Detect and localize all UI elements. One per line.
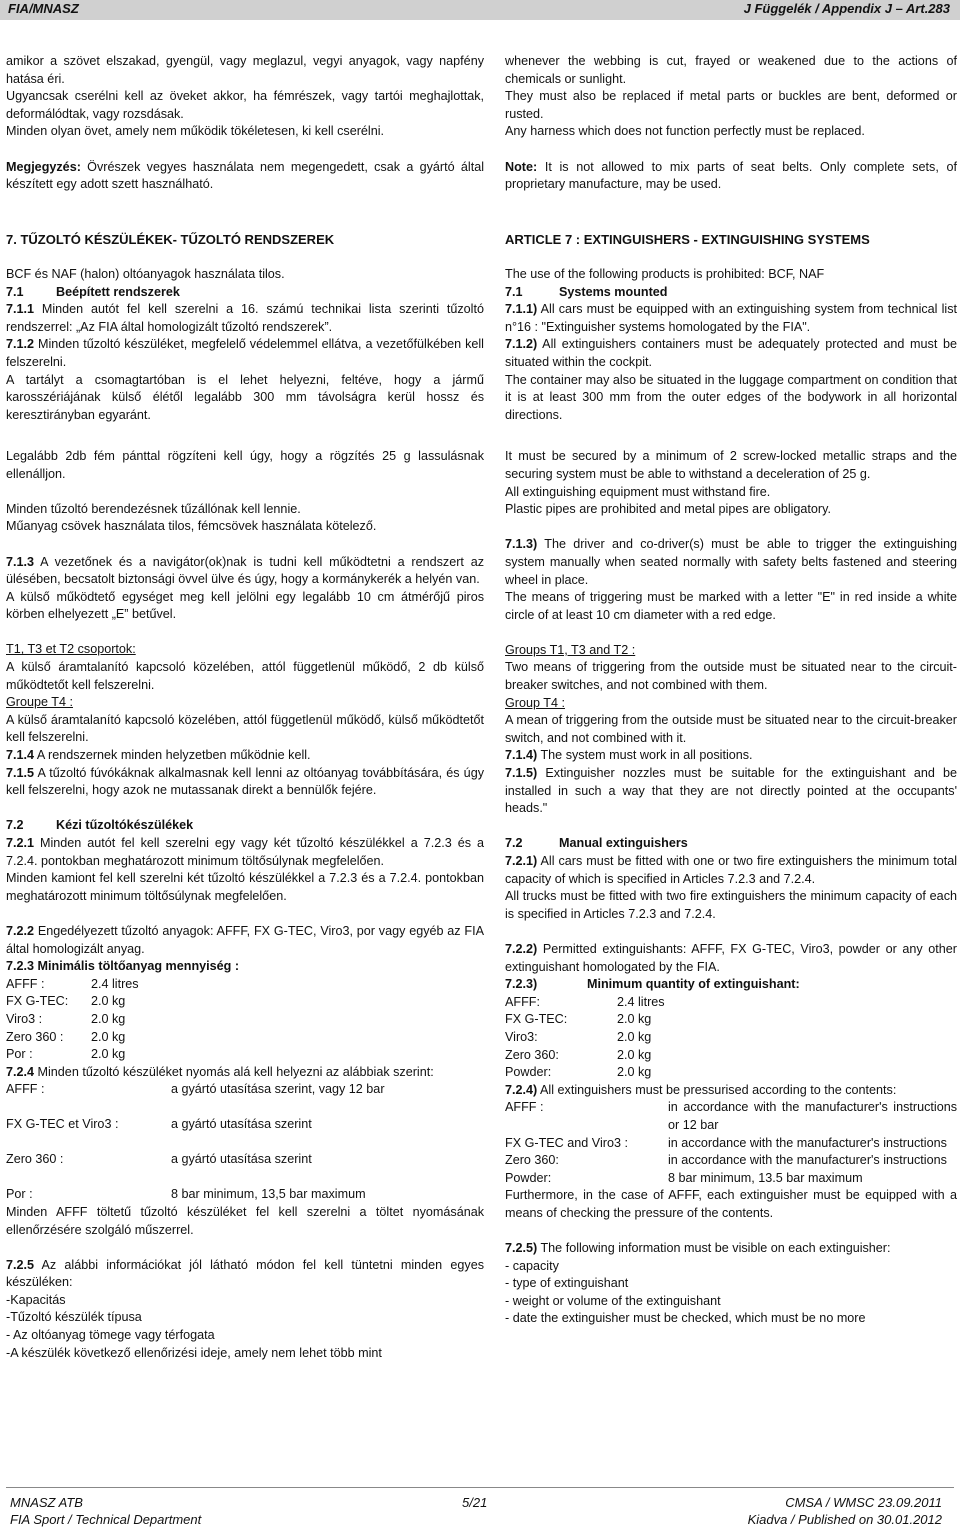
left-note bbox=[6, 159, 484, 194]
right-h71-num: 7.1 bbox=[505, 284, 523, 299]
right-section-title: ARTICLE 7 : EXTINGUISHERS - EXTINGUISHING SYSTEMS bbox=[505, 232, 870, 247]
left-list725-item: -Tűzoltó készülék típusa bbox=[6, 1310, 142, 1325]
right-p-secure: It must be secured by a minimum of 2 screw-locked metallic straps and the securing system must be able to withstand a deceleration of 25 g. bbox=[505, 449, 957, 481]
right-qty-val: 2.4 litres bbox=[617, 994, 665, 1009]
footer-right-1: CMSA / WMSC 23.09.2011 bbox=[785, 1495, 942, 1510]
right-p711-text: All cars must be equipped with an extinguishing system from technical list n°16 : "Extinguisher systems homologated by the FIA". bbox=[505, 302, 957, 334]
right-h71 bbox=[505, 284, 957, 302]
right-list725-item: - weight or volume of the extinguishant bbox=[505, 1293, 721, 1308]
right-p723-num: 7.2.3) bbox=[505, 977, 538, 992]
footer-right-2: Kiadva / Published on 30.01.2012 bbox=[747, 1512, 942, 1527]
left-p713b: A külső működtető egységet meg kell jelölni egy legalább 10 cm átmérőjű piros körben elhelyezett „E” betűvel. bbox=[6, 589, 484, 622]
left-p714-text: A rendszernek minden helyzetben működnie kell. bbox=[34, 748, 311, 763]
right-p714 bbox=[505, 747, 957, 765]
right-top-text bbox=[505, 53, 957, 194]
right-p714-text: The system must work in all positions. bbox=[537, 748, 753, 763]
right-p724-text: All extinguishers must be pressurised according to the contents: bbox=[537, 1082, 897, 1097]
left-p725-text: Az alábbi információkat jól látható módon fel kell tüntetni minden egyes készüléken: bbox=[6, 1257, 484, 1290]
right-h72-num: 7.2 bbox=[505, 836, 523, 851]
left-p725-num: 7.2.5 bbox=[6, 1257, 35, 1272]
right-qty-val: 2.0 kg bbox=[617, 1065, 652, 1080]
left-press-key: Zero 360 : bbox=[6, 1152, 64, 1167]
right-qty-val: 2.0 kg bbox=[617, 1047, 652, 1062]
right-p723-text: Minimum quantity of extinguishant: bbox=[587, 977, 800, 992]
left-p721-text: Minden autót fel kell szerelni egy vagy két tűzoltó készülékkel a 7.2.3 és a 7.2.4. pontokban meghatározott minimum töltősúlynak megfelelően. bbox=[6, 836, 484, 868]
right-press-row bbox=[505, 1135, 957, 1153]
right-press-key: Powder: bbox=[505, 1170, 552, 1185]
right-p1: The use of the following products is prohibited: BCF, NAF bbox=[505, 267, 825, 281]
right-qty-key: FX G-TEC: bbox=[505, 1012, 568, 1027]
left-p713-num: 7.1.3 bbox=[6, 554, 35, 569]
right-p725 bbox=[505, 1240, 957, 1258]
right-qty-key: Powder: bbox=[505, 1065, 552, 1080]
right-p713-num: 7.1.3) bbox=[505, 537, 538, 552]
left-p714-num: 7.1.4 bbox=[6, 748, 35, 763]
left-press-key: Por : bbox=[6, 1187, 33, 1202]
left-p714 bbox=[6, 747, 484, 765]
left-press-val: a gyártó utasítása szerint, vagy 12 bar bbox=[171, 1082, 385, 1097]
left-p715 bbox=[6, 765, 484, 800]
left-top-p1: amikor a szövet elszakad, gyengül, vagy meglazul, vegyi anyagok, vagy napfény hatása éri. bbox=[6, 54, 484, 86]
left-qty-val: 2.0 kg bbox=[91, 994, 126, 1009]
left-p711-text: Minden autót fel kell szerelni a 16. számú technikai lista szerinti tűzoltó rendszerrel: „Az FIA által homologizált tűzoltó rendszerek”. bbox=[6, 302, 484, 334]
left-qty-row bbox=[6, 993, 484, 1011]
right-qty-row bbox=[505, 1064, 957, 1082]
right-p712-text: All extinguishers containers must be adequately protected and must be situated within the cockpit. bbox=[505, 337, 957, 369]
right-p724 bbox=[505, 1082, 957, 1100]
right-qty-key: AFFF: bbox=[505, 994, 540, 1009]
left-qty-key: FX G-TEC: bbox=[6, 994, 69, 1009]
left-h72-text: Kézi tűzoltókészülékek bbox=[56, 818, 194, 833]
left-p711 bbox=[6, 301, 484, 336]
left-qty-row bbox=[6, 976, 484, 994]
left-qty-key: AFFF : bbox=[6, 976, 45, 991]
right-list725-item: - date the extinguisher must be checked, which must be no more bbox=[505, 1311, 866, 1326]
left-p715-text: A tűzoltó fúvókáknak alkalmasnak kell lenni az oltóanyag továbbítására, és úgy kell felszerelni, hogy azok ne mutassanak direkt a bennülők fejére. bbox=[6, 765, 484, 798]
right-p715 bbox=[505, 765, 957, 818]
left-p712 bbox=[6, 336, 484, 371]
right-list725-item: - capacity bbox=[505, 1258, 559, 1273]
left-press-row bbox=[6, 1116, 484, 1151]
left-p721b: Minden kamiont fel kell szerelni két tűzoltó készülékkel a 7.2.3 és a 7.2.4. pontokban meghatározott minimum töltősúlynak megfelelően. bbox=[6, 871, 484, 903]
right-p713-text: The driver and co-driver(s) must be able to trigger the extinguishing system manually when seated normally with safety belts fastened and steering wheel in place. bbox=[505, 537, 957, 587]
right-p713b: The means of triggering must be marked with a letter "E" in red inside a white circle of at least 10 cm diameter with a red edge. bbox=[505, 590, 957, 622]
right-qty-key: Zero 360: bbox=[505, 1047, 559, 1062]
left-press-row bbox=[6, 1151, 484, 1186]
right-qty-val: 2.0 kg bbox=[617, 1012, 652, 1027]
right-p724-num: 7.2.4) bbox=[505, 1082, 538, 1097]
right-p721-num: 7.2.1) bbox=[505, 854, 538, 868]
right-top-p2: They must also be replaced if metal parts or buckles are bent, deformed or rusted. bbox=[505, 89, 957, 121]
right-p724b: Furthermore, in the case of AFFF, each extinguisher must be equipped with a means of checking the pressure of the contents. bbox=[505, 1188, 957, 1220]
left-qty-row bbox=[6, 1046, 484, 1064]
left-p715-num: 7.1.5 bbox=[6, 765, 35, 780]
left-note-text: Övrészek vegyes használata nem megengedett, csak a gyártó által készített egy adott szett használható. bbox=[6, 159, 484, 192]
left-groups-t123: T1, T3 et T2 csoportok: bbox=[6, 642, 136, 657]
left-qty-val: 2.0 kg bbox=[91, 1029, 126, 1044]
left-top-text bbox=[6, 53, 484, 194]
left-press-key: AFFF : bbox=[6, 1082, 45, 1097]
right-press-key: AFFF : bbox=[505, 1100, 544, 1115]
left-p724 bbox=[6, 1064, 484, 1082]
footer-divider bbox=[6, 1487, 954, 1488]
right-press-val: 8 bar minimum, 13.5 bar maximum bbox=[668, 1170, 863, 1185]
right-p725-text: The following information must be visible on each extinguisher: bbox=[537, 1241, 891, 1256]
right-p722-text: Permitted extinguishants: AFFF, FX G-TEC, Viro3, powder or any other extinguishant homologated by the FIA. bbox=[505, 941, 957, 974]
left-groups-t4-text: A külső áramtalanító kapcsoló közelében, attól függetlenül működő, külső működtetőt kell felszerelni. bbox=[6, 712, 484, 745]
left-h71 bbox=[6, 284, 484, 302]
left-qty-val: 2.4 litres bbox=[91, 976, 139, 991]
left-qty-val: 2.0 kg bbox=[91, 1011, 126, 1026]
left-p724-text: Minden tűzoltó készüléket nyomás alá kell helyezni az alábbiak szerint: bbox=[34, 1064, 434, 1079]
left-p722 bbox=[6, 923, 484, 958]
left-p-fire: Minden tűzoltó berendezésnek tűzállónak kell lennie. bbox=[6, 501, 301, 516]
right-p721 bbox=[505, 853, 957, 888]
header-right: J Függelék / Appendix J – Art.283 bbox=[743, 1, 950, 16]
left-p724b: Minden AFFF töltetű tűzoltó készüléket fel kell szerelni a töltet nyomásának ellenőrzésére szolgáló műszerrel. bbox=[6, 1204, 484, 1237]
left-qty-row bbox=[6, 1011, 484, 1029]
left-column bbox=[6, 266, 484, 1362]
right-h72 bbox=[505, 835, 957, 853]
right-groups-t4: Group T4 : bbox=[505, 695, 565, 710]
left-list725-item: -A készülék következő ellenőrizési ideje, amely nem lehet több mint bbox=[6, 1345, 382, 1360]
right-press-val: in accordance with the manufacturer's instructions bbox=[668, 1135, 947, 1150]
right-p723 bbox=[505, 976, 957, 994]
right-press-key: FX G-TEC and Viro3 : bbox=[505, 1135, 628, 1150]
left-top-p3: Minden olyan övet, amely nem működik tökéletesen, ki kell cserélni. bbox=[6, 124, 384, 139]
right-note bbox=[505, 159, 957, 194]
right-press-row bbox=[505, 1170, 957, 1188]
left-p723: 7.2.3 Minimális töltőanyag mennyiség : bbox=[6, 959, 240, 974]
right-note-text: It is not allowed to mix parts of seat belts. Only complete sets, of proprietary manufacture, may be used. bbox=[505, 159, 957, 192]
left-qty-val: 2.0 kg bbox=[91, 1047, 126, 1062]
left-p712-text: Minden tűzoltó készüléket, megfelelő védelemmel ellátva, a vezetőfülkében kell felszerelni. bbox=[6, 337, 484, 369]
right-groups-t123: Groups T1, T3 and T2 : bbox=[505, 642, 636, 657]
left-p713-text: A vezetőnek és a navigátor(ok)nak is tudni kell működtetni a rendszert az ülésében, becsatolt biztonsági övvel ülve és úgy, hogy a kormánykerék a helyén van. bbox=[6, 554, 484, 587]
header-left: FIA/MNASZ bbox=[8, 1, 79, 16]
left-list725-item: -Kapacitás bbox=[6, 1292, 66, 1307]
right-top-p3: Any harness which does not function perfectly must be replaced. bbox=[505, 124, 865, 139]
left-p722-text: Engedélyezett tűzoltó anyagok: AFFF, FX G-TEC, Viro3, por vagy egyéb az FIA által homologizált anyag. bbox=[6, 923, 484, 956]
left-p725 bbox=[6, 1257, 484, 1292]
left-qty-key: Viro3 : bbox=[6, 1011, 43, 1026]
left-press-row bbox=[6, 1081, 484, 1116]
right-p714-num: 7.1.4) bbox=[505, 748, 538, 763]
left-p-plastic: Műanyag csövek használata tilos, fémcsövek használata kötelező. bbox=[6, 519, 377, 534]
right-p711-num: 7.1.1) bbox=[505, 302, 538, 317]
left-press-val: a gyártó utasítása szerint bbox=[171, 1117, 312, 1132]
footer-left-2: FIA Sport / Technical Department bbox=[10, 1512, 202, 1527]
right-qty-row bbox=[505, 1011, 957, 1029]
right-p722 bbox=[505, 941, 957, 976]
left-note-label: Megjegyzés: bbox=[6, 159, 81, 174]
right-press-val: in accordance with the manufacturer's instructions bbox=[668, 1153, 947, 1168]
left-groups-t123-text: A külső áramtalanító kapcsoló közelében, attól függetlenül működő, 2 db külső működtetőt kell felszerelni. bbox=[6, 660, 484, 692]
left-list725-item: - Az oltóanyag tömege vagy térfogata bbox=[6, 1328, 215, 1343]
right-p713 bbox=[505, 536, 957, 589]
right-p715-text: Extinguisher nozzles must be suitable for the extinguishant and be installed in such a way that they are not directly pointed at the occupants' heads." bbox=[505, 766, 957, 816]
left-press-list bbox=[6, 1081, 484, 1204]
left-press-key: FX G-TEC et Viro3 : bbox=[6, 1117, 119, 1132]
right-qty-val: 2.0 kg bbox=[617, 1029, 652, 1044]
left-h71-num: 7.1 bbox=[6, 284, 24, 299]
left-qty-key: Por : bbox=[6, 1047, 33, 1062]
right-p721b: All trucks must be fitted with two fire extinguishers the minimum capacity of each is specified in Articles 7.2.3 and 7.2.4. bbox=[505, 889, 957, 921]
left-p-secure: Legalább 2db fém pánttal rögzíteni kell úgy, hogy a rögzítés 25 g lassulásnak ellenálljon. bbox=[6, 448, 484, 481]
right-p711 bbox=[505, 301, 957, 336]
right-p-fire: All extinguishing equipment must withstand fire. bbox=[505, 484, 771, 499]
left-p1: BCF és NAF (halon) oltóanyagok használata tilos. bbox=[6, 267, 285, 281]
left-p724-num: 7.2.4 bbox=[6, 1064, 35, 1079]
left-press-val: 8 bar minimum, 13,5 bar maximum bbox=[171, 1187, 366, 1202]
right-p712-num: 7.1.2) bbox=[505, 337, 538, 352]
left-h72-num: 7.2 bbox=[6, 818, 24, 833]
left-p722-num: 7.2.2 bbox=[6, 923, 35, 938]
right-qty-row bbox=[505, 1047, 957, 1065]
left-qty-row bbox=[6, 1029, 484, 1047]
right-top-p1: whenever the webbing is cut, frayed or weakened due to the actions of chemicals or sunlight. bbox=[505, 54, 957, 86]
right-qty-key: Viro3: bbox=[505, 1029, 538, 1044]
right-p722-num: 7.2.2) bbox=[505, 941, 538, 956]
left-press-val: a gyártó utasítása szerint bbox=[171, 1152, 312, 1167]
right-press-row bbox=[505, 1152, 957, 1170]
right-p712 bbox=[505, 336, 957, 371]
left-section-title: 7. TŰZOLTÓ KÉSZÜLÉKEK- TŰZOLTÓ RENDSZEREK bbox=[6, 232, 335, 247]
left-p712b: A tartályt a csomagtartóban is el lehet helyezni, feltéve, hogy a jármű karosszériájának külső élétől legalább 300 mm távolságra kerül hossz és keresztirányban egyaránt. bbox=[6, 372, 484, 422]
left-p713 bbox=[6, 554, 484, 589]
right-qty-row bbox=[505, 1029, 957, 1047]
right-p-plastic: Plastic pipes are prohibited and metal pipes are obligatory. bbox=[505, 502, 831, 517]
right-p725-num: 7.2.5) bbox=[505, 1241, 538, 1256]
left-p721 bbox=[6, 835, 484, 870]
right-note-label: Note: bbox=[505, 159, 538, 174]
left-press-row bbox=[6, 1186, 484, 1204]
left-p721-num: 7.2.1 bbox=[6, 836, 35, 850]
left-qty-key: Zero 360 : bbox=[6, 1029, 64, 1044]
right-h71-text: Systems mounted bbox=[559, 284, 668, 299]
right-groups-t4-text: A mean of triggering from the outside must be situated near to the circuit-breaker switch, and not combined with it. bbox=[505, 713, 957, 745]
left-top-p2: Ugyancsak cserélni kell az öveket akkor, ha fémrészek, vagy tartói meghajlottak, deformálódtak, vagy rozsdásak. bbox=[6, 89, 484, 121]
left-qty-list bbox=[6, 976, 484, 1064]
footer-page-number: 5/21 bbox=[462, 1495, 488, 1510]
left-groups-t4: Groupe T4 : bbox=[6, 695, 73, 710]
right-qty-list bbox=[505, 994, 957, 1082]
right-press-val: in accordance with the manufacturer's instructions or 12 bar bbox=[668, 1100, 957, 1132]
right-h72-text: Manual extinguishers bbox=[559, 836, 688, 851]
right-press-key: Zero 360: bbox=[505, 1153, 559, 1168]
right-p721-text: All cars must be fitted with one or two fire extinguishers the minimum total capacity of which is specified in Articles 7.2.3 and 7.2.4. bbox=[505, 854, 957, 886]
right-qty-row bbox=[505, 994, 957, 1012]
left-p711-num: 7.1.1 bbox=[6, 302, 35, 317]
page-header bbox=[0, 0, 960, 20]
right-groups-t123-text: Two means of triggering from the outside must be situated near to the circuit-breaker switches, and not combined with them. bbox=[505, 660, 957, 693]
footer-left-1: MNASZ ATB bbox=[10, 1495, 83, 1510]
right-press-row bbox=[505, 1099, 957, 1134]
right-column bbox=[505, 266, 957, 1328]
right-press-list bbox=[505, 1099, 957, 1187]
left-h72 bbox=[6, 817, 484, 835]
right-p715-num: 7.1.5) bbox=[505, 766, 538, 781]
right-p712b: The container may also be situated in the luggage compartment on condition that it is at least 300 mm from the outer edges of the bodywork in all horizontal directions. bbox=[505, 372, 957, 422]
right-list725-item: - type of extinguishant bbox=[505, 1276, 629, 1291]
left-h71-text: Beépített rendszerek bbox=[56, 284, 180, 299]
left-p712-num: 7.1.2 bbox=[6, 337, 35, 352]
